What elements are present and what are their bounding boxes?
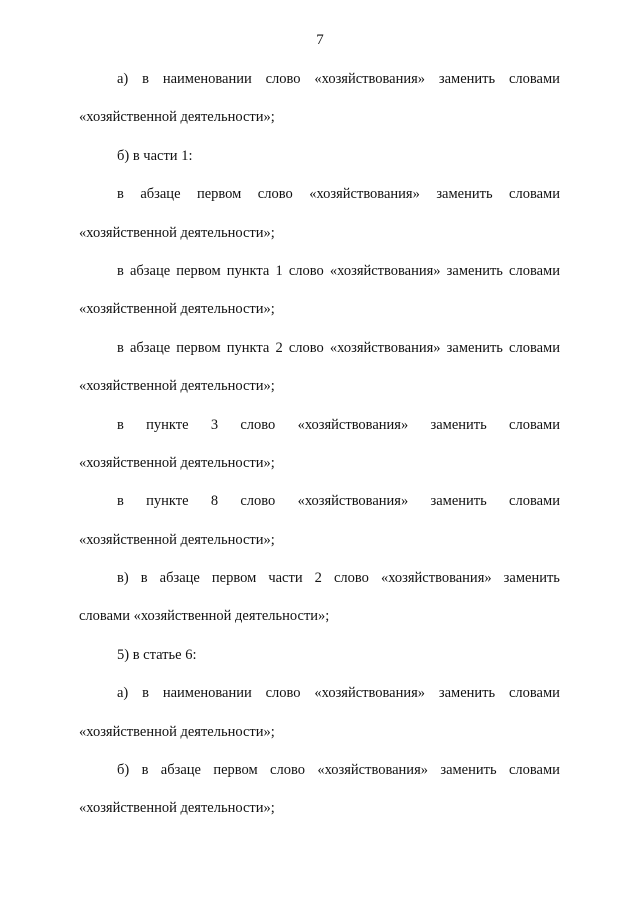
text-segment: «хозяйственной деятельности»; <box>79 800 275 817</box>
word: наименовании <box>162 71 252 87</box>
text-line <box>79 375 560 413</box>
word: 8 <box>210 493 219 510</box>
word: заменить <box>430 416 487 433</box>
word: в <box>140 570 148 587</box>
word: слово <box>265 685 301 702</box>
text-line <box>79 145 560 183</box>
text-segment: 5) в статье 6: <box>117 646 197 663</box>
word: словами <box>509 186 560 203</box>
word: «хозяйствования» <box>297 416 409 433</box>
text-segment: «хозяйственной деятельности»; <box>79 723 275 740</box>
word: «хозяйствования» <box>314 685 426 702</box>
word: а) <box>117 71 129 87</box>
word: заменить <box>440 762 497 779</box>
text-line <box>79 414 560 452</box>
text-line <box>79 682 560 720</box>
word: слово <box>265 71 301 87</box>
word: 3 <box>210 416 219 433</box>
word: словами <box>509 262 560 279</box>
word: в <box>142 685 149 702</box>
text-segment: «хозяйственной деятельности»; <box>79 301 275 318</box>
word: заменить <box>436 186 493 203</box>
word: в <box>117 262 124 279</box>
word: заменить <box>446 339 503 356</box>
word: в <box>117 339 124 356</box>
word: словами <box>509 416 560 433</box>
text-line <box>79 337 560 375</box>
word: «хозяйствования» <box>317 762 428 779</box>
word: «хозяйствования» <box>329 339 441 356</box>
word: первом <box>211 570 257 587</box>
text-line <box>79 183 560 221</box>
word: в <box>117 493 124 510</box>
word: заменить <box>430 493 487 510</box>
word: пункта <box>226 262 270 279</box>
word: абзаце <box>129 339 171 356</box>
text-line <box>79 721 560 759</box>
text-line <box>79 567 560 605</box>
word: 2 <box>314 570 322 587</box>
text-line <box>79 490 560 528</box>
word: абзаце <box>160 762 201 779</box>
word: заменить <box>446 262 503 279</box>
word: «хозяйствования» <box>314 71 426 87</box>
word: «хозяйствования» <box>309 186 420 203</box>
word: словами <box>508 71 560 87</box>
word: абзаце <box>129 262 171 279</box>
word: а) <box>117 685 129 702</box>
word: «хозяйствования» <box>380 570 492 587</box>
text-line <box>79 222 560 260</box>
word: словами <box>509 339 560 356</box>
word: в <box>141 762 149 779</box>
word: словами <box>509 493 560 510</box>
word: «хозяйствования» <box>329 262 441 279</box>
word: первом <box>196 186 242 203</box>
word: абзаце <box>159 570 200 587</box>
word: заменить <box>438 685 496 702</box>
word: слово <box>240 416 276 433</box>
word: части <box>268 570 303 587</box>
word: б) <box>117 762 130 779</box>
document-body <box>79 68 560 836</box>
word: первом <box>176 339 221 356</box>
word: слово <box>270 762 305 779</box>
word: в) <box>117 570 129 587</box>
text-line <box>79 605 560 643</box>
word: пункте <box>146 493 189 510</box>
word: 2 <box>275 339 283 356</box>
word: первом <box>176 262 221 279</box>
text-segment: б) в части 1: <box>117 147 193 164</box>
word: заменить <box>503 570 560 587</box>
text-line <box>79 797 560 835</box>
word: в <box>142 71 149 87</box>
text-line <box>79 452 560 490</box>
text-line <box>79 298 560 336</box>
word: наименовании <box>162 685 252 702</box>
word: в <box>117 186 124 203</box>
word: пункте <box>146 416 189 433</box>
word: слово <box>257 186 293 203</box>
text-line <box>79 260 560 298</box>
word: заменить <box>438 71 496 87</box>
word: слово <box>333 570 369 587</box>
word: слово <box>288 262 324 279</box>
text-line <box>79 529 560 567</box>
word: 1 <box>275 262 283 279</box>
text-segment: «хозяйственной деятельности»; <box>79 454 275 471</box>
word: слово <box>288 339 324 356</box>
word: абзаце <box>140 186 181 203</box>
word: слово <box>240 493 276 510</box>
text-segment: «хозяйственной деятельности»; <box>79 224 275 241</box>
word: словами <box>508 762 560 779</box>
text-segment: словами «хозяйственной деятельности»; <box>79 608 330 625</box>
text-segment: «хозяйственной деятельности»; <box>79 109 275 126</box>
word: первом <box>213 762 258 779</box>
text-line <box>79 106 560 144</box>
word: пункта <box>226 339 270 356</box>
word: в <box>117 416 124 433</box>
text-segment: «хозяйственной деятельности»; <box>79 531 275 548</box>
text-line <box>79 644 560 682</box>
text-segment: «хозяйственной деятельности»; <box>79 378 275 395</box>
word: словами <box>508 685 560 702</box>
page-number: 7 <box>316 32 324 48</box>
text-line <box>79 68 560 106</box>
text-line <box>79 759 560 797</box>
word: «хозяйствования» <box>297 493 409 510</box>
